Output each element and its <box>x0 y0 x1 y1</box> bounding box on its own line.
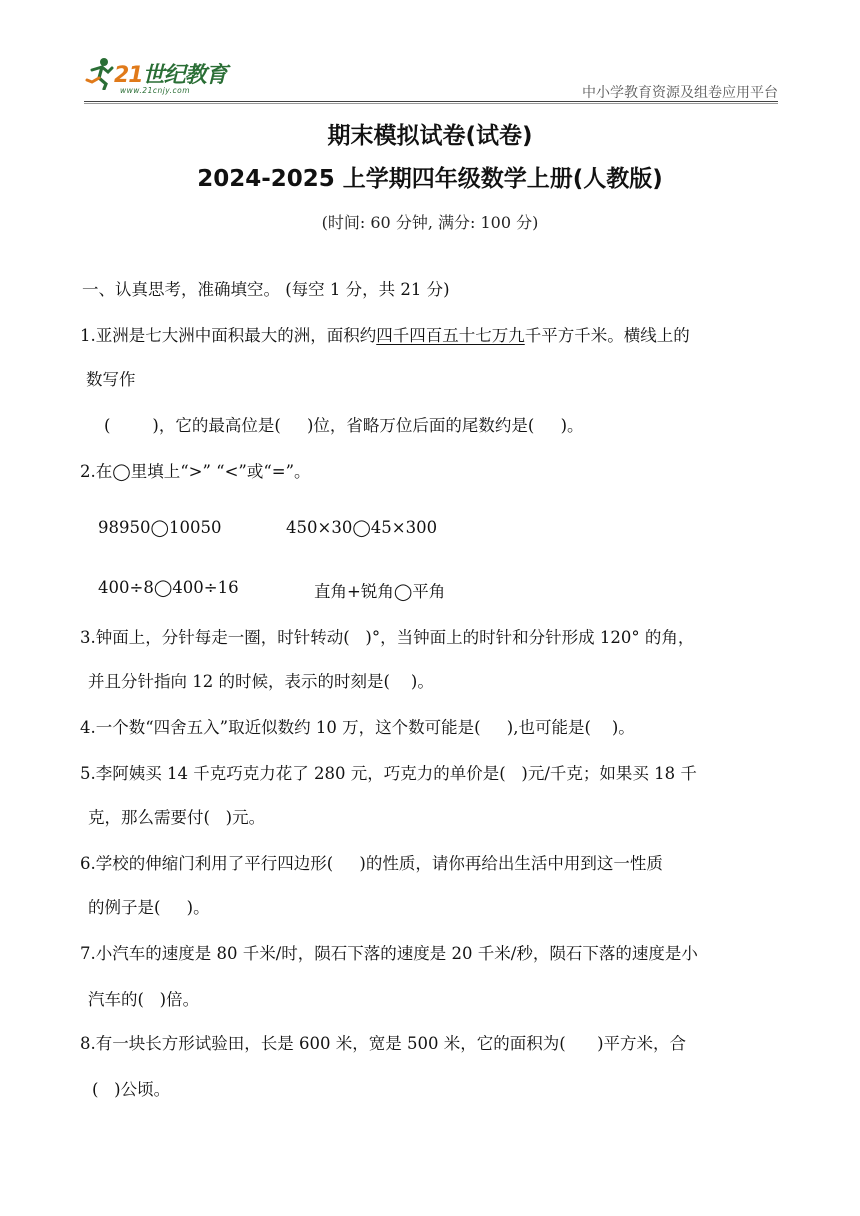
page-header <box>0 0 860 105</box>
q2-item-2: 450×30◯45×300 <box>286 518 438 537</box>
q1-line-3: ( )，它的最高位是( )位，省略万位后面的尾数约是( )。 <box>104 416 584 435</box>
exam-info: (时间: 60 分钟, 满分: 100 分) <box>321 213 539 232</box>
logo-brand: 21世纪教育 <box>114 63 227 88</box>
q5-line-2: 克，那么需要付( )元。 <box>88 808 266 827</box>
underlined-number: 四千四百五十七万九 <box>376 326 525 345</box>
q5-line-1: 5.李阿姨买 14 千克巧克力花了 280 元，巧克力的单价是( )元/千克；如果买 18 千 <box>80 764 697 783</box>
title-line-2: 2024-2025 上学期四年级数学上册(人教版) <box>197 166 663 192</box>
logo-url: www.21cnjy.com <box>120 86 191 95</box>
q2-intro: 2.在◯里填上“>” “<”或“=”。 <box>80 462 311 481</box>
logo <box>84 56 234 98</box>
q4-line: 4.一个数“四舍五入”取近似数约 10 万，这个数可能是( ),也可能是( )。 <box>80 718 635 737</box>
section-heading: 一、认真思考，准确填空。 (每空 1 分，共 21 分) <box>82 280 450 299</box>
runner-logo-icon <box>84 56 116 90</box>
q8-line-1: 8.有一块长方形试验田，长是 600 米，宽是 500 米，它的面积为( )平方米，合 <box>80 1034 687 1053</box>
q2-item-4: 直角+锐角◯平角 <box>314 582 446 601</box>
title-line-1: 期末模拟试卷(试卷) <box>327 123 533 149</box>
q8-line-2: ( )公顷。 <box>92 1080 171 1099</box>
q7-line-2: 汽车的( )倍。 <box>88 990 200 1009</box>
q2-item-1: 98950◯10050 <box>98 518 222 537</box>
q2-item-3: 400÷8◯400÷16 <box>98 578 239 597</box>
header-divider-thin <box>84 103 778 104</box>
q6-line-2: 的例子是( )。 <box>88 898 210 917</box>
platform-name: 中小学教育资源及组卷应用平台 <box>582 85 778 101</box>
q1-line-2: 数写作 <box>86 370 136 389</box>
q6-line-1: 6.学校的伸缩门利用了平行四边形( )的性质，请你再给出生活中用到这一性质 <box>80 854 663 873</box>
q7-line-1: 7.小汽车的速度是 80 千米/时，陨石下落的速度是 20 千米/秒，陨石下落的速度是小 <box>80 944 698 963</box>
header-divider <box>84 101 778 102</box>
q3-line-2: 并且分针指向 12 的时候，表示的时刻是( )。 <box>88 672 434 691</box>
q3-line-1: 3.钟面上，分针每走一圈，时针转动( )°，当钟面上的时针和分针形成 120° 的角， <box>80 628 695 647</box>
q1-line-1: 1.亚洲是七大洲中面积最大的洲，面积约四千四百五十七万九千平方千米。横线上的 <box>80 326 690 345</box>
